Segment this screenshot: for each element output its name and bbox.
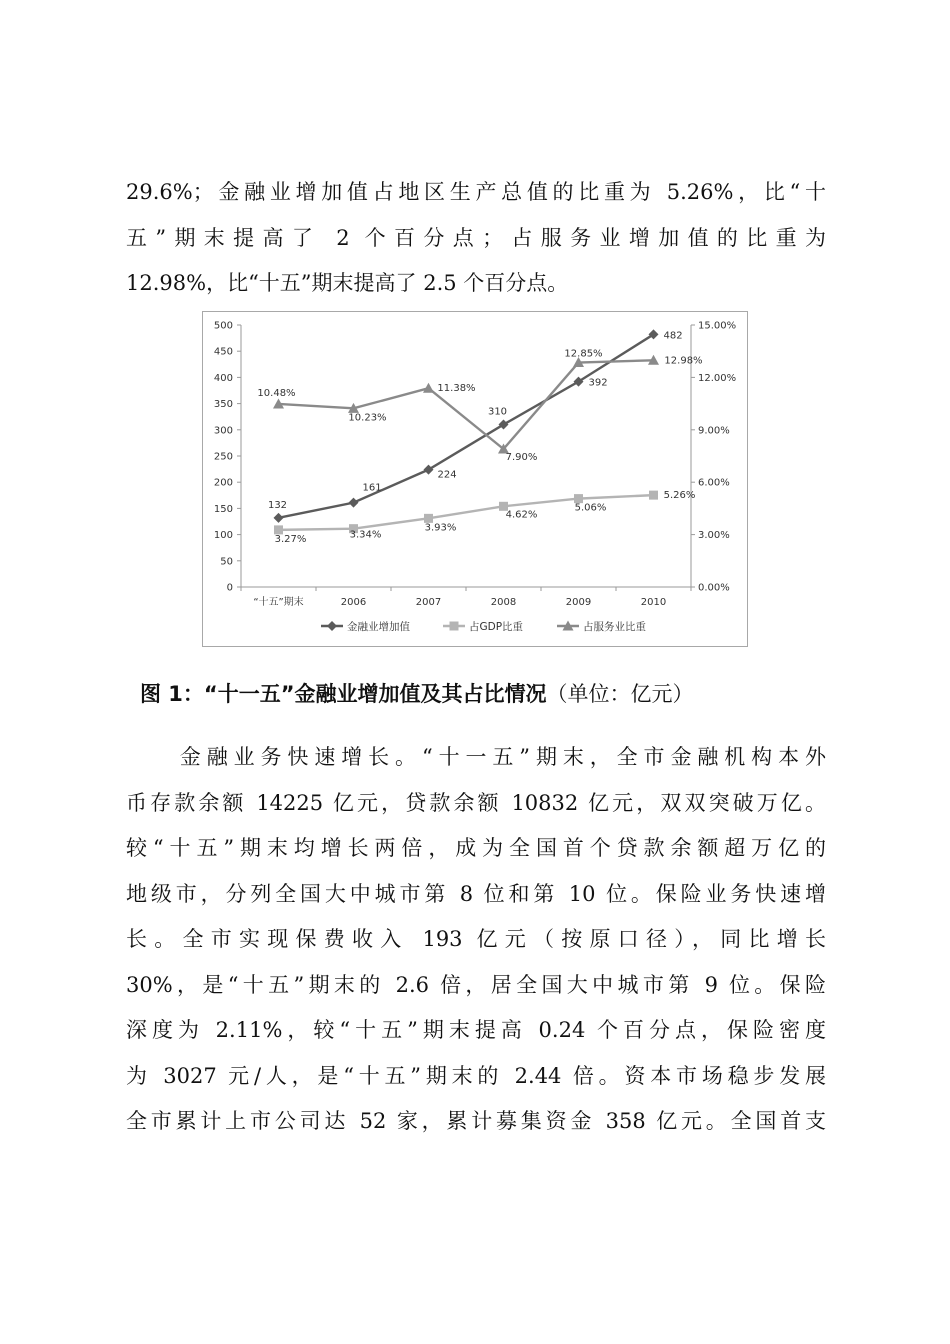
- data-label: 5.26%: [663, 490, 696, 502]
- paragraph-bottom: [126, 735, 826, 1145]
- data-label: 7.90%: [505, 452, 538, 464]
- data-point: [423, 383, 434, 393]
- x-tick-label: 2008: [490, 597, 517, 608]
- y-right-tick-label: 9.00%: [698, 425, 730, 437]
- x-tick-label: “十五”期末: [253, 597, 304, 608]
- y-left-tick-label: 150: [213, 503, 233, 515]
- chart-figure: [202, 311, 748, 647]
- text-line: 币存款余额 14225 亿元，贷款余额 10832 亿元，双双突破万亿。: [126, 790, 826, 815]
- data-label: 5.06%: [574, 502, 607, 514]
- data-point: [274, 513, 284, 523]
- data-label: 224: [437, 469, 457, 481]
- series-line: [279, 360, 654, 449]
- y-right-tick-label: 12.00%: [698, 372, 737, 384]
- caption-title: 图 1：“十一五”金融业增加值及其占比情况: [140, 682, 547, 706]
- x-tick-label: 2010: [640, 597, 667, 608]
- y-right-tick-label: 3.00%: [698, 530, 730, 542]
- figure-caption: [140, 678, 694, 708]
- data-label: 482: [663, 330, 683, 342]
- text-line: 为 3027 元/人，是“十五”期末的 2.44 倍。资本市场稳步发展: [126, 1063, 826, 1088]
- data-label: 3.93%: [424, 522, 457, 534]
- y-left-tick-label: 300: [213, 425, 233, 437]
- text-line: 较“十五”期末均增长两倍，成为全国首个贷款余额超万亿的: [126, 836, 826, 860]
- legend-label: 占GDP比重: [469, 621, 524, 633]
- legend-swatch-marker: [450, 622, 459, 631]
- legend-label: 占服务业比重: [583, 621, 646, 633]
- legend-swatch-marker: [327, 621, 337, 631]
- data-label: 310: [487, 406, 508, 418]
- data-label: 392: [588, 377, 608, 389]
- x-tick-label: 2007: [415, 597, 442, 608]
- text-line: 29.6%；金融业增加值占地区生产总值的比重为 5.26%，比“十: [126, 180, 826, 204]
- text-line: 30%，是“十五”期末的 2.6 倍，居全国大中城市第 9 位。保险: [126, 972, 826, 997]
- y-right-tick-label: 0.00%: [698, 582, 730, 594]
- data-label: 10.48%: [257, 387, 296, 399]
- data-label: 3.34%: [349, 529, 382, 541]
- data-label: 12.98%: [664, 355, 703, 367]
- y-left-tick-label: 50: [220, 556, 233, 568]
- y-left-tick-label: 250: [213, 451, 233, 463]
- text-line: 深度为 2.11%，较“十五”期末提高 0.24 个百分点，保险密度: [126, 1018, 826, 1042]
- y-left-tick-label: 350: [213, 399, 233, 411]
- line-chart: [203, 312, 747, 646]
- data-point: [349, 498, 359, 508]
- legend-label: 金融业增加值: [347, 621, 410, 633]
- data-label: 3.27%: [274, 533, 307, 545]
- y-left-tick-label: 500: [213, 320, 233, 332]
- y-left-tick-label: 400: [213, 372, 233, 384]
- data-label: 161: [362, 482, 382, 494]
- text-line: 金融业务快速增长。“十一五”期末，全市金融机构本外: [126, 745, 826, 769]
- paragraph-top: [126, 170, 826, 307]
- caption-unit: （单位：亿元）: [546, 682, 694, 706]
- data-label: 12.85%: [564, 348, 603, 360]
- text-line: 五”期末提高了 2 个百分点；占服务业增加值的比重为: [126, 225, 826, 250]
- y-left-tick-label: 100: [213, 530, 233, 542]
- text-line: 全市累计上市公司达 52 家，累计募集资金 358 亿元。全国首支: [126, 1109, 826, 1133]
- text-line: 地级市，分列全国大中城市第 8 位和第 10 位。保险业务快速增: [126, 881, 826, 906]
- y-right-tick-label: 15.00%: [698, 320, 737, 332]
- data-label: 11.38%: [437, 383, 476, 395]
- x-tick-label: 2009: [565, 597, 592, 608]
- data-point: [649, 491, 658, 500]
- y-left-tick-label: 0: [226, 582, 233, 594]
- data-label: 132: [267, 499, 288, 511]
- y-left-tick-label: 450: [213, 346, 233, 358]
- data-label: 10.23%: [348, 412, 387, 424]
- text-line: 12.98%，比“十五”期末提高了 2.5 个百分点。: [126, 271, 569, 295]
- data-label: 4.62%: [505, 509, 538, 521]
- text-line: 长。全市实现保费收入 193 亿元（按原口径），同比增长: [126, 927, 826, 951]
- x-tick-label: 2006: [340, 597, 367, 608]
- y-left-tick-label: 200: [213, 477, 233, 489]
- y-right-tick-label: 6.00%: [698, 477, 730, 489]
